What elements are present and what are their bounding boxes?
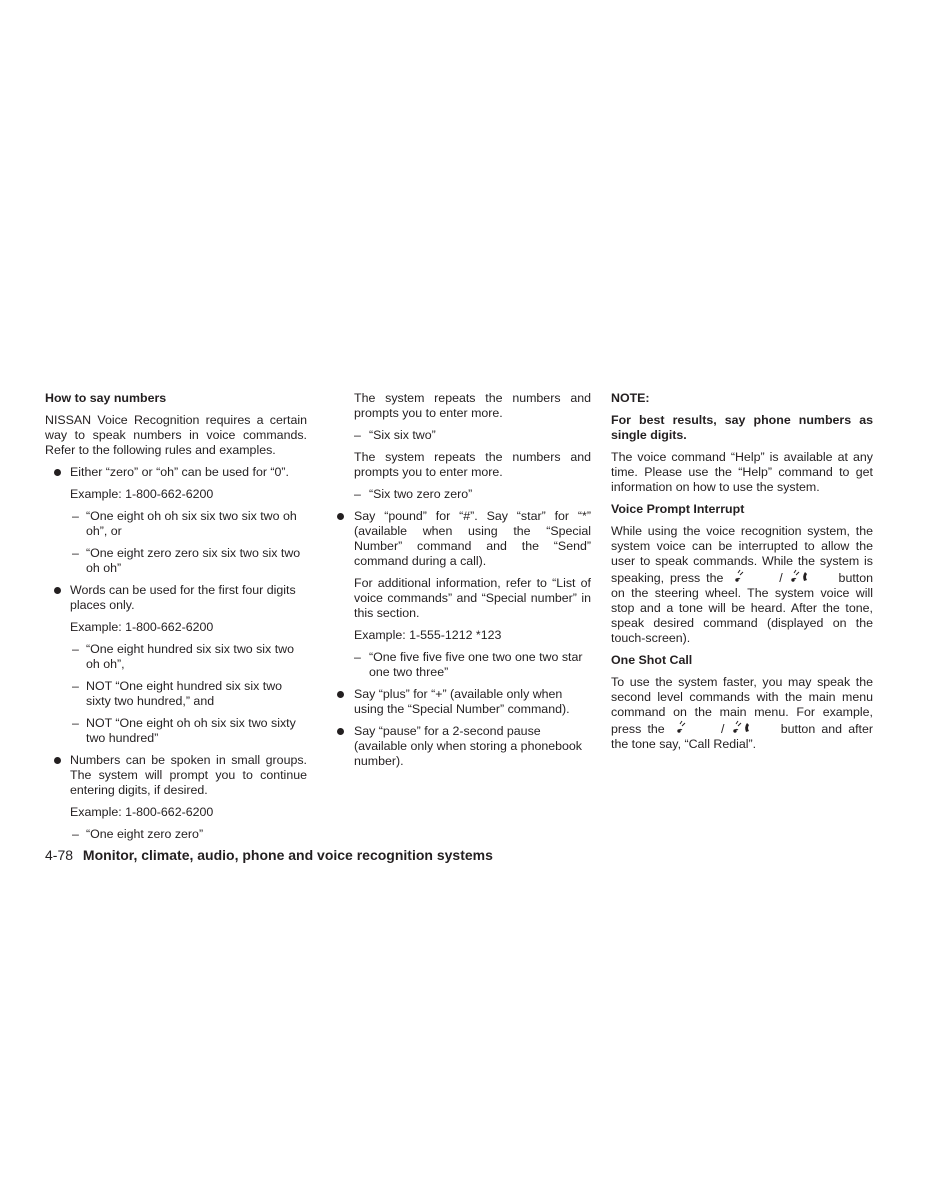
- middle-column: [336, 391, 591, 776]
- talk-phone-icon: [731, 720, 775, 736]
- intro-paragraph: NISSAN Voice Recognition requires a certain way to speak numbers in voice commands. Refer to the following rules and examples.: [45, 413, 307, 457]
- paragraph: The system repeats the numbers and prompts you to enter more.: [354, 391, 591, 420]
- dash-text: “One five five five one two one two star one two three”: [369, 650, 583, 679]
- right-column: [611, 391, 873, 759]
- bullet-icon: [337, 728, 344, 735]
- bullet-text: Words can be used for the first four digits places only.: [70, 583, 296, 612]
- paragraph-part: button and after the tone say, “Call Redial”.: [611, 722, 873, 751]
- bullet-icon: [54, 757, 61, 764]
- talk-icon: [671, 720, 715, 736]
- example-line: Example: 1-800-662-6200: [70, 620, 214, 634]
- paragraph: The system repeats the numbers and prompts you to enter more.: [354, 450, 591, 479]
- note-text: The voice command “Help” is available at any time. Please use the “Help” command to get information on how to use the system.: [611, 450, 873, 494]
- section-title: Monitor, climate, audio, phone and voice recognition systems: [82, 847, 493, 863]
- bullet-item: [45, 465, 307, 480]
- bullet-text: Say “plus” for “+” (available only when using the “Special Number” command).: [354, 687, 570, 716]
- bullet-item: [336, 724, 591, 769]
- bullet-text: Numbers can be spoken in small groups. The system will prompt you to continue entering digits, if desired.: [70, 753, 307, 797]
- bullet-icon: [54, 587, 61, 594]
- dash-item: – “One eight zero zero”: [72, 827, 204, 841]
- page-number: 4-78: [45, 847, 74, 863]
- dash-text: NOT “One eight hundred six six two sixty two hundred,” and: [86, 679, 283, 708]
- bullet-text: Either “zero” or “oh” can be used for “0”.: [70, 465, 289, 479]
- bullet-icon: [337, 513, 344, 520]
- example-line: Example: 1-800-662-6200: [70, 805, 214, 819]
- bullet-text: Say “pause” for a 2-second pause (available only when storing a phonebook number).: [354, 724, 583, 768]
- bullet-item: [336, 687, 591, 717]
- bullet-item: [45, 583, 307, 613]
- bullet-icon: [337, 691, 344, 698]
- dash-text: “Six two zero zero”: [369, 487, 473, 501]
- talk-phone-icon: [789, 569, 833, 585]
- dash-text: NOT “One eight oh oh six six two sixty two hundred”: [86, 716, 296, 745]
- dash-item: – “One eight oh oh six six two six two oh oh”, or: [72, 509, 297, 538]
- dash-text: “One eight zero zero”: [86, 827, 204, 841]
- paragraph-part: button on the steering wheel. The system voice will stop and a tone will be heard. After the tone, speak desired command (displayed on the touch-screen).: [611, 571, 873, 645]
- page-footer: [45, 846, 885, 864]
- dash-item: – NOT “One eight hundred six six two sixty two hundred,” and: [72, 679, 283, 708]
- slash-separator: /: [779, 571, 783, 585]
- one-shot-call-paragraph: [611, 675, 873, 752]
- dash-item: – “Six six two”: [354, 428, 436, 442]
- example-line: Example: 1-800-662-6200: [70, 487, 214, 501]
- left-column: [45, 391, 307, 849]
- one-shot-call-heading: One Shot Call: [611, 653, 693, 667]
- note-heading: NOTE:: [611, 391, 650, 405]
- bullet-text: Say “pound” for “#”. Say “star” for “*” (available when using the “Special Number” command and the “Send” command during a call).: [354, 509, 591, 568]
- voice-prompt-interrupt-paragraph: [611, 524, 873, 646]
- section-heading: How to say numbers: [45, 391, 167, 405]
- paragraph: For additional information, refer to “List of voice commands” and “Special number” in this section.: [354, 576, 591, 620]
- dash-text: “Six six two”: [369, 428, 436, 442]
- dash-item: – “One five five five one two one two star one two three”: [354, 650, 583, 679]
- dash-item: – “One eight hundred six six two six two oh oh”,: [72, 642, 294, 671]
- bullet-item: [336, 509, 591, 569]
- dash-text: “One eight hundred six six two six two oh oh”,: [86, 642, 294, 671]
- note-bold: For best results, say phone numbers as single digits.: [611, 413, 873, 442]
- example-line: Example: 1-555-1212 *123: [354, 628, 502, 642]
- paragraph-part: To use the system faster, you may speak the second level commands with the main menu command on the main menu. For example, press the: [611, 675, 873, 736]
- bullet-icon: [54, 469, 61, 476]
- talk-icon: [729, 569, 773, 585]
- dash-item: – “One eight zero zero six six two six two oh oh”: [72, 546, 301, 575]
- bullet-item: [45, 753, 307, 798]
- dash-text: “One eight oh oh six six two six two oh oh”, or: [86, 509, 297, 538]
- dash-item: – “Six two zero zero”: [354, 487, 473, 501]
- slash-separator: /: [721, 722, 725, 736]
- paragraph-part: While using the voice recognition system, the system voice can be interrupted to allow the user to speak commands. While the system is speaking, press the: [611, 524, 873, 585]
- dash-text: “One eight zero zero six six two six two oh oh”: [86, 546, 301, 575]
- voice-prompt-interrupt-heading: Voice Prompt Interrupt: [611, 502, 745, 516]
- dash-item: – NOT “One eight oh oh six six two sixty two hundred”: [72, 716, 296, 745]
